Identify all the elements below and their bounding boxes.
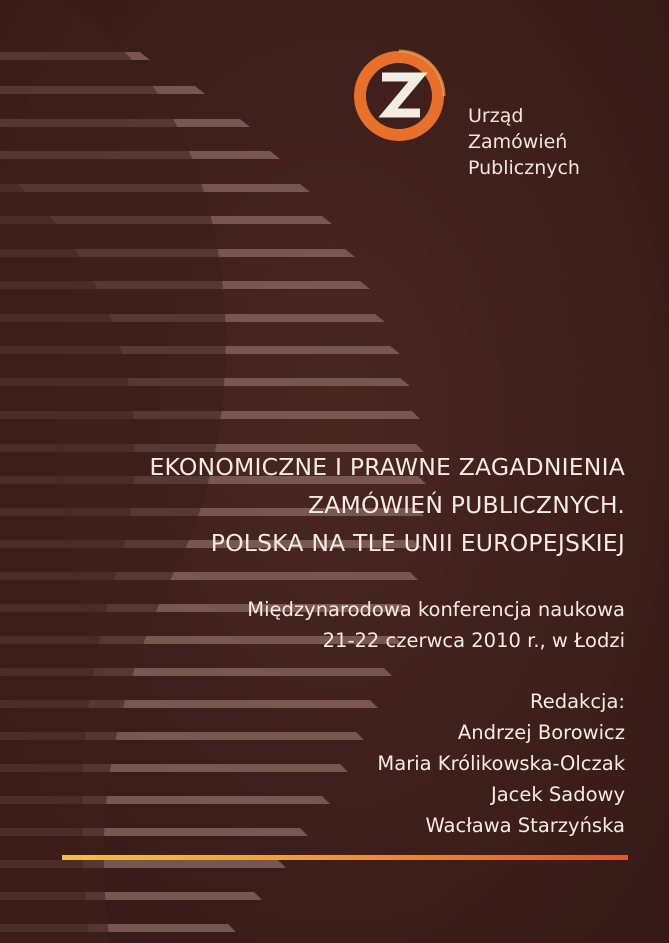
title-line: EKONOMICZNE I PRAWNE ZAGADNIENIA <box>149 453 625 481</box>
editor-name: Andrzej Borowicz <box>457 721 625 744</box>
uzp-logo <box>348 45 450 147</box>
title-line: POLSKA NA TLE UNII EUROPEJSKIEJ <box>210 529 625 557</box>
book-title <box>149 448 625 562</box>
organization-line: Publicznych <box>468 157 580 179</box>
gradient-rule <box>62 855 628 860</box>
conference-info <box>247 594 625 656</box>
conference-date: 21-22 czerwca 2010 r., w Łodzi <box>322 629 625 652</box>
organization-name <box>468 103 580 181</box>
editor-name: Wacława Starzyńska <box>425 814 625 837</box>
conference-line: Międzynarodowa konferencja naukowa <box>247 598 625 621</box>
editor-name: Maria Królikowska-Olczak <box>377 752 625 775</box>
organization-line: Zamówień <box>468 131 568 153</box>
organization-line: Urząd <box>468 105 524 127</box>
title-line: ZAMÓWIEŃ PUBLICZNYCH. <box>307 491 625 519</box>
editors-block <box>377 686 625 841</box>
editors-heading: Redakcja: <box>530 690 625 713</box>
editor-name: Jacek Sadowy <box>490 783 625 806</box>
